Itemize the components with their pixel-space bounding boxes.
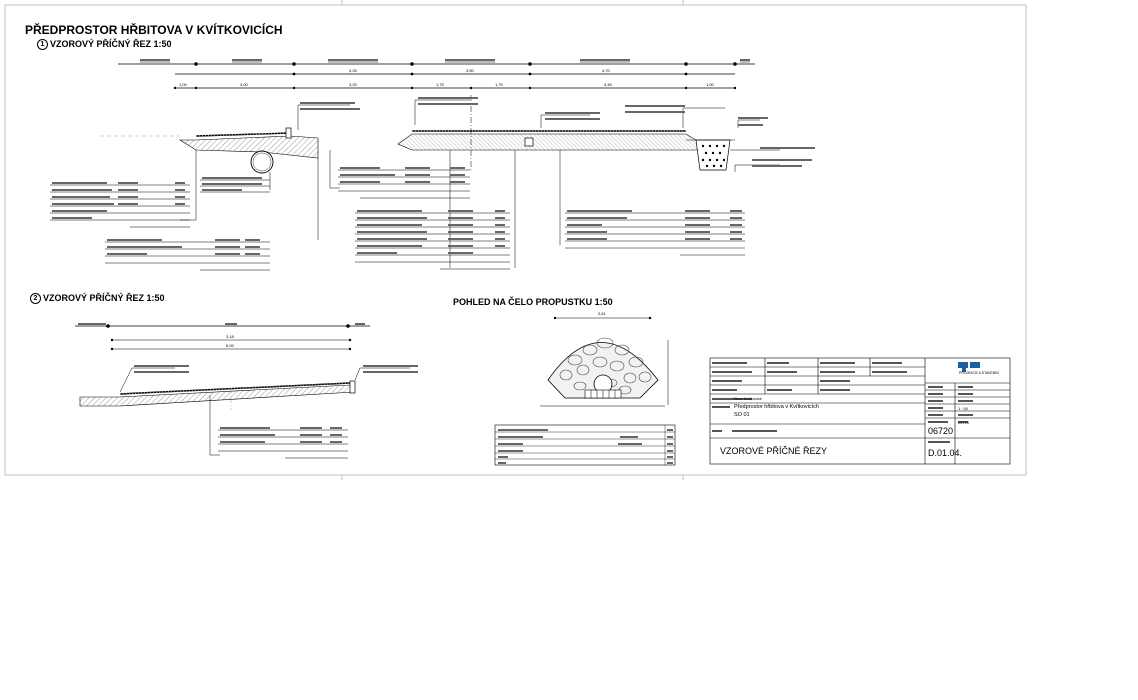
culvert-drawing bbox=[495, 317, 675, 465]
dim-row3-4: 1,75 bbox=[495, 82, 503, 87]
section2-number: 2 bbox=[30, 293, 41, 304]
dim-row3-3: 1,75 bbox=[436, 82, 444, 87]
section2-drawing bbox=[75, 323, 418, 458]
drawing-title: VZOROVÉ PŘÍČNÉ ŘEZY bbox=[720, 446, 828, 456]
dim-row2-1: 3,50 bbox=[466, 68, 474, 73]
dim-row2-0: 3,25 bbox=[349, 68, 357, 73]
dim-row2-2: 4,70 bbox=[602, 68, 610, 73]
investor: Obec Kvítkovice bbox=[733, 396, 762, 401]
project-name: Předprostor hřbitova v Kvítkovicích bbox=[734, 404, 819, 410]
dim-row3-5: 4,45 bbox=[604, 82, 612, 87]
section2-title: VZOROVÝ PŘÍČNÝ ŘEZ 1:50 bbox=[43, 292, 165, 303]
section1-layer-tables bbox=[50, 170, 745, 270]
section1-label bbox=[37, 39, 172, 50]
drawing-scale: 1 : 50 bbox=[958, 406, 969, 411]
section1-dim-ticks bbox=[174, 62, 737, 89]
sec2-dim-0: 3,18 bbox=[226, 334, 234, 339]
drawing-number: D.01.04. bbox=[928, 448, 963, 458]
dim-row3-6: 1,00 bbox=[706, 82, 714, 87]
object-code: SO 01 bbox=[734, 412, 750, 418]
cad-id: 06720 bbox=[958, 420, 970, 425]
culvert-view-title: POHLED NA ČELO PROPUSTKU 1:50 bbox=[453, 297, 613, 307]
contract-number: 06720 bbox=[928, 426, 954, 436]
company-name: PROJEKCE A STAVEBNÍ bbox=[959, 371, 999, 375]
section1-title: VZOROVÝ PŘÍČNÝ ŘEZ 1:50 bbox=[50, 38, 172, 49]
dim-row3-2: 3,25 bbox=[349, 82, 357, 87]
sec2-dim-1: 6,09 bbox=[226, 343, 234, 348]
sheet-title: PŘEDPROSTOR HŘBITOVA V KVÍTKOVICÍCH bbox=[25, 23, 283, 37]
section1-number: 1 bbox=[37, 39, 48, 50]
section1-leaders bbox=[180, 100, 780, 268]
culvert-width-dim: 2,61 bbox=[598, 311, 606, 316]
dim-row3-0: 1,00 bbox=[179, 82, 187, 87]
dim-row3-1: 3,00 bbox=[240, 82, 248, 87]
section2-label bbox=[30, 293, 165, 304]
